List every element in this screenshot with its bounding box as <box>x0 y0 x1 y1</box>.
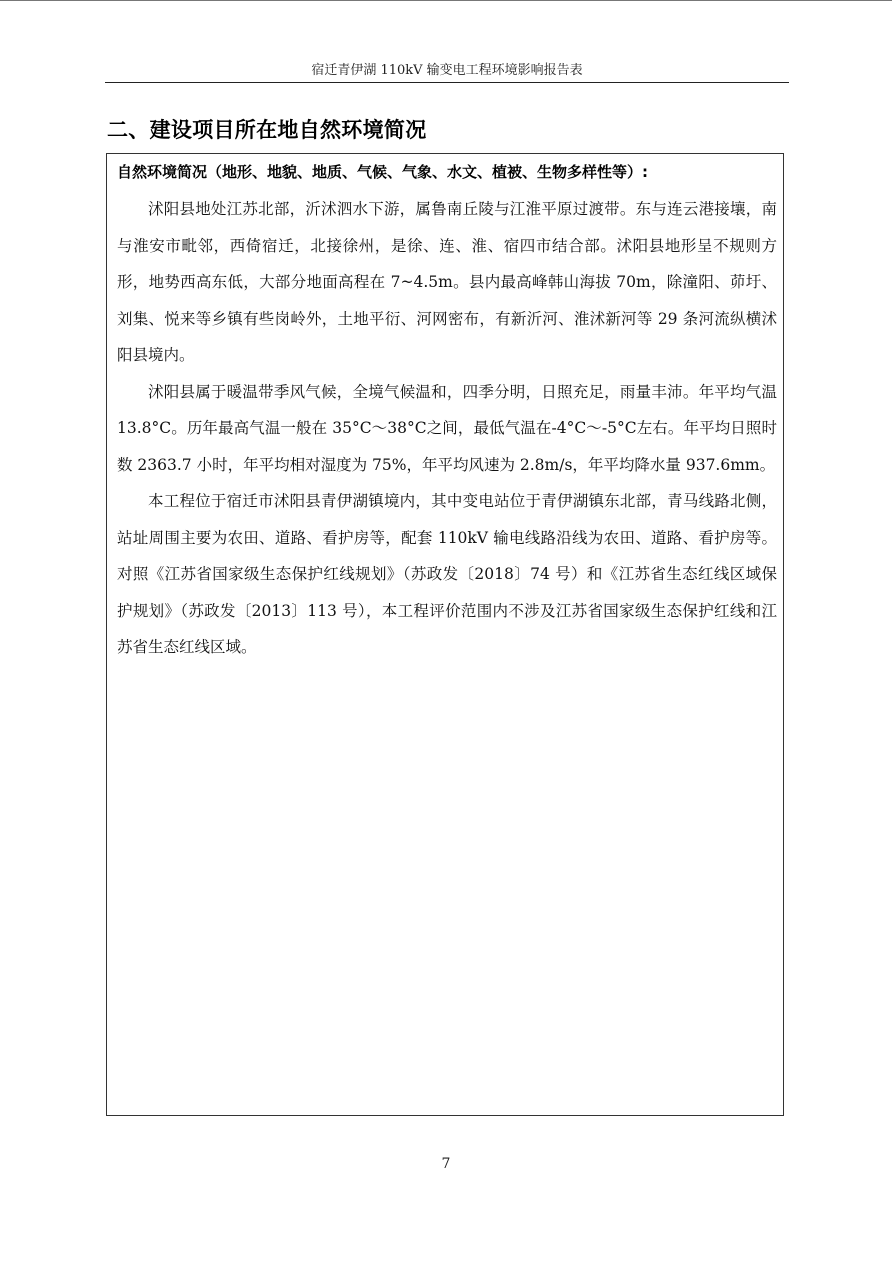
page-number: 7 <box>441 1156 451 1172</box>
section-title: 二、建设项目所在地自然环境简况 <box>107 118 427 142</box>
box-body <box>117 191 777 666</box>
paragraph-geography: 沭阳县地处江苏北部，沂沭泗水下游，属鲁南丘陵与江淮平原过渡带。东与连云港接壤，南与淮安市毗邻，西倚宿迁，北接徐州，是徐、连、淮、宿四市结合部。沭阳县地形呈不规则方形，地势西高东低，大部分地面高程在 7~4.5m。县内最高峰韩山海拔 70m，除潼阳、茆圩、刘集、悦来等乡镇有些岗岭外，土地平衍、河网密布，有新沂河、淮沭新河等 29 条河流纵横沭阳县境内。 <box>117 200 777 364</box>
running-header: 宿迁青伊湖 110kV 输变电工程环境影响报告表 <box>311 63 583 78</box>
page-top-border <box>0 0 892 1</box>
natural-environment-box <box>106 153 784 1116</box>
header-rule <box>105 82 789 83</box>
paragraph-climate: 沭阳县属于暖温带季风气候，全境气候温和，四季分明，日照充足，雨量丰沛。年平均气温 13.8°C。历年最高气温一般在 35°C～38°C之间，最低气温在-4°C～-5°C左右。年平均日照时数 2363.7 小时，年平均相对湿度为 75%，年平均风速为 2.8m/s，年平均降水量 937.6mm。 <box>117 382 777 474</box>
box-label: 自然环境简况（地形、地貌、地质、气候、气象、水文、植被、生物多样性等）: <box>117 163 649 181</box>
paragraph-project-location: 本工程位于宿迁市沭阳县青伊湖镇境内，其中变电站位于青伊湖镇东北部，青马线路北侧，站址周围主要为农田、道路、看护房等，配套 110kV 输电线路沿线为农田、道路、看护房等。对照《江苏省国家级生态保护红线规划》（苏政发〔2018〕74 号）和《江苏省生态红线区域保护规划》（苏政发〔2013〕113 号），本工程评价范围内不涉及江苏省国家级生态保护红线和江苏省生态红线区域。 <box>117 492 777 656</box>
